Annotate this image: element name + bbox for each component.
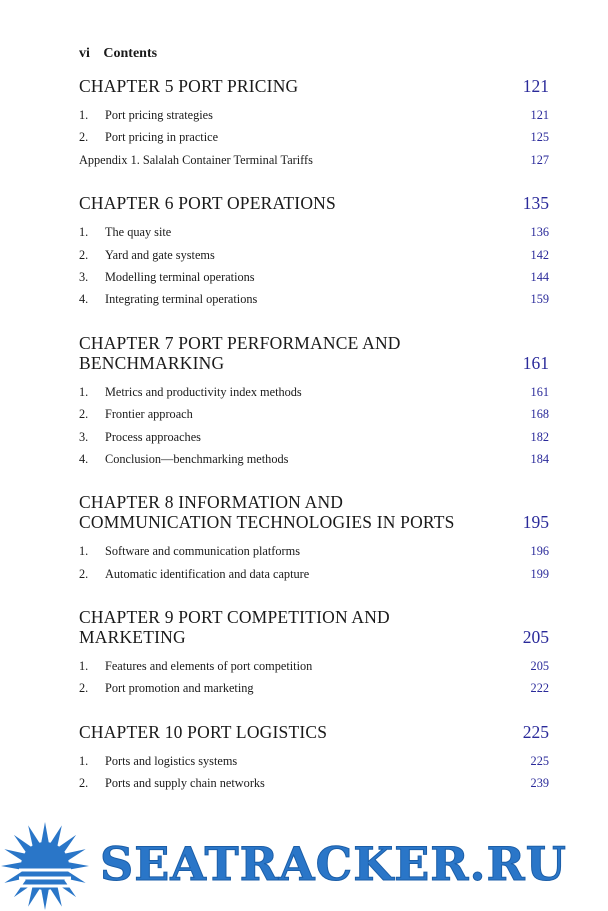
chapter-title-line-1: CHAPTER 7 PORT PERFORMANCE AND [79,332,401,353]
section-page-number: 125 [530,130,549,145]
section-entry[interactable] [79,448,549,470]
section-title: Process approaches [105,429,201,444]
section-number: 1. [79,225,89,240]
section-page-number: 239 [530,776,549,791]
section-list [79,750,549,795]
section-page-number: 161 [530,384,549,399]
section-entry[interactable] [79,381,549,403]
chapter-title [79,333,401,373]
chapter-heading[interactable] [79,333,549,373]
section-page-number: 159 [530,292,549,307]
section-title: Metrics and productivity index methods [105,384,302,399]
section-title: Yard and gate systems [105,247,215,262]
chapter-10 [79,722,549,795]
section-title: Port promotion and marketing [105,681,254,696]
section-number: 2. [79,566,89,581]
section-number: 2. [79,776,89,791]
chapter-page-number: 225 [522,721,549,742]
chapter-page-number: 195 [522,512,549,533]
section-entry[interactable] [79,126,549,148]
section-number: 2. [79,130,89,145]
section-number: 4. [79,292,89,307]
section-title: Conclusion—benchmarking methods [105,451,289,466]
section-list [79,221,549,311]
chapter-page-number: 205 [522,627,549,648]
section-title: Port pricing strategies [105,108,213,122]
section-number: 2. [79,247,89,262]
chapter-title-line-2: BENCHMARKING [79,352,225,373]
section-entry[interactable] [79,266,549,288]
appendix-entry[interactable] [79,149,549,171]
chapter-heading[interactable] [79,76,549,96]
section-number: 1. [79,544,89,559]
section-number: 1. [79,753,89,768]
section-entry[interactable] [79,772,549,794]
chapter-page-number: 161 [522,352,549,373]
section-entry[interactable] [79,540,549,562]
chapter-heading[interactable] [79,607,549,647]
section-page-number: 222 [530,681,549,696]
section-list [79,381,549,471]
chapter-title: CHAPTER 10 PORT LOGISTICS [79,721,328,742]
section-page-number: 196 [530,544,549,559]
chapter-title: CHAPTER 5 PORT PRICING [79,76,299,96]
section-entry[interactable] [79,426,549,448]
page-numeral: vi [79,46,90,61]
section-page-number: 205 [530,659,549,674]
watermark-text: SEATRACKER.RU [100,837,567,891]
section-entry[interactable] [79,288,549,310]
chapter-heading[interactable] [79,193,549,213]
chapter-title-line-2: COMMUNICATION TECHNOLOGIES IN PORTS [79,512,455,533]
section-title: Port pricing in practice [105,130,219,145]
chapter-6 [79,193,549,311]
chapter-title [79,492,455,532]
section-number: 3. [79,429,89,444]
chapter-title-line-1: CHAPTER 8 INFORMATION AND [79,492,344,513]
sunburst-icon [1,822,89,910]
chapter-title: CHAPTER 6 PORT OPERATIONS [79,193,336,214]
section-page-number: 121 [530,108,549,122]
chapter-8 [79,492,549,585]
section-entry[interactable] [79,655,549,677]
section-page-number: 199 [530,566,549,581]
chapter-heading[interactable] [79,722,549,742]
section-number: 4. [79,451,89,466]
chapter-page-number: 135 [522,193,549,214]
appendix-title: Appendix 1. Salalah Container Terminal Tariffs [79,152,313,167]
section-page-number: 184 [530,451,549,466]
section-list [79,540,549,585]
section-title: Features and elements of port competition [105,659,313,674]
chapter-7 [79,333,549,471]
section-number: 3. [79,269,89,284]
chapter-page-number: 121 [522,76,549,96]
chapter-title-line-2: MARKETING [79,627,186,648]
page-header [79,46,549,62]
section-entry[interactable] [79,221,549,243]
chapter-5 [79,76,549,171]
section-title: The quay site [105,225,172,240]
section-title: Integrating terminal operations [105,292,258,307]
section-page-number: 136 [530,225,549,240]
section-entry[interactable] [79,403,549,425]
section-number: 1. [79,384,89,399]
section-page-number: 168 [530,407,549,422]
section-title: Modelling terminal operations [105,269,255,284]
section-title: Automatic identification and data capture [105,566,310,581]
page-title: Contents [103,46,158,61]
section-entry[interactable] [79,104,549,126]
section-title: Ports and supply chain networks [105,776,265,791]
section-entry[interactable] [79,750,549,772]
section-title: Software and communication platforms [105,544,300,559]
section-list [79,104,549,171]
chapter-title [79,607,390,647]
appendix-page-number: 127 [530,152,549,167]
section-page-number: 182 [530,429,549,444]
section-number: 2. [79,681,89,696]
section-number: 1. [79,659,89,674]
section-page-number: 225 [530,753,549,768]
section-entry[interactable] [79,563,549,585]
section-page-number: 144 [530,269,549,284]
chapter-9 [79,607,549,700]
section-list [79,655,549,700]
section-number: 2. [79,407,89,422]
chapter-title-line-1: CHAPTER 9 PORT COMPETITION AND [79,607,390,628]
section-title: Ports and logistics systems [105,753,238,768]
section-page-number: 142 [530,247,549,262]
chapter-heading[interactable] [79,492,549,532]
section-title: Frontier approach [105,407,193,422]
contents-page [79,46,549,817]
section-number: 1. [79,108,89,122]
section-entry[interactable] [79,677,549,699]
section-entry[interactable] [79,244,549,266]
